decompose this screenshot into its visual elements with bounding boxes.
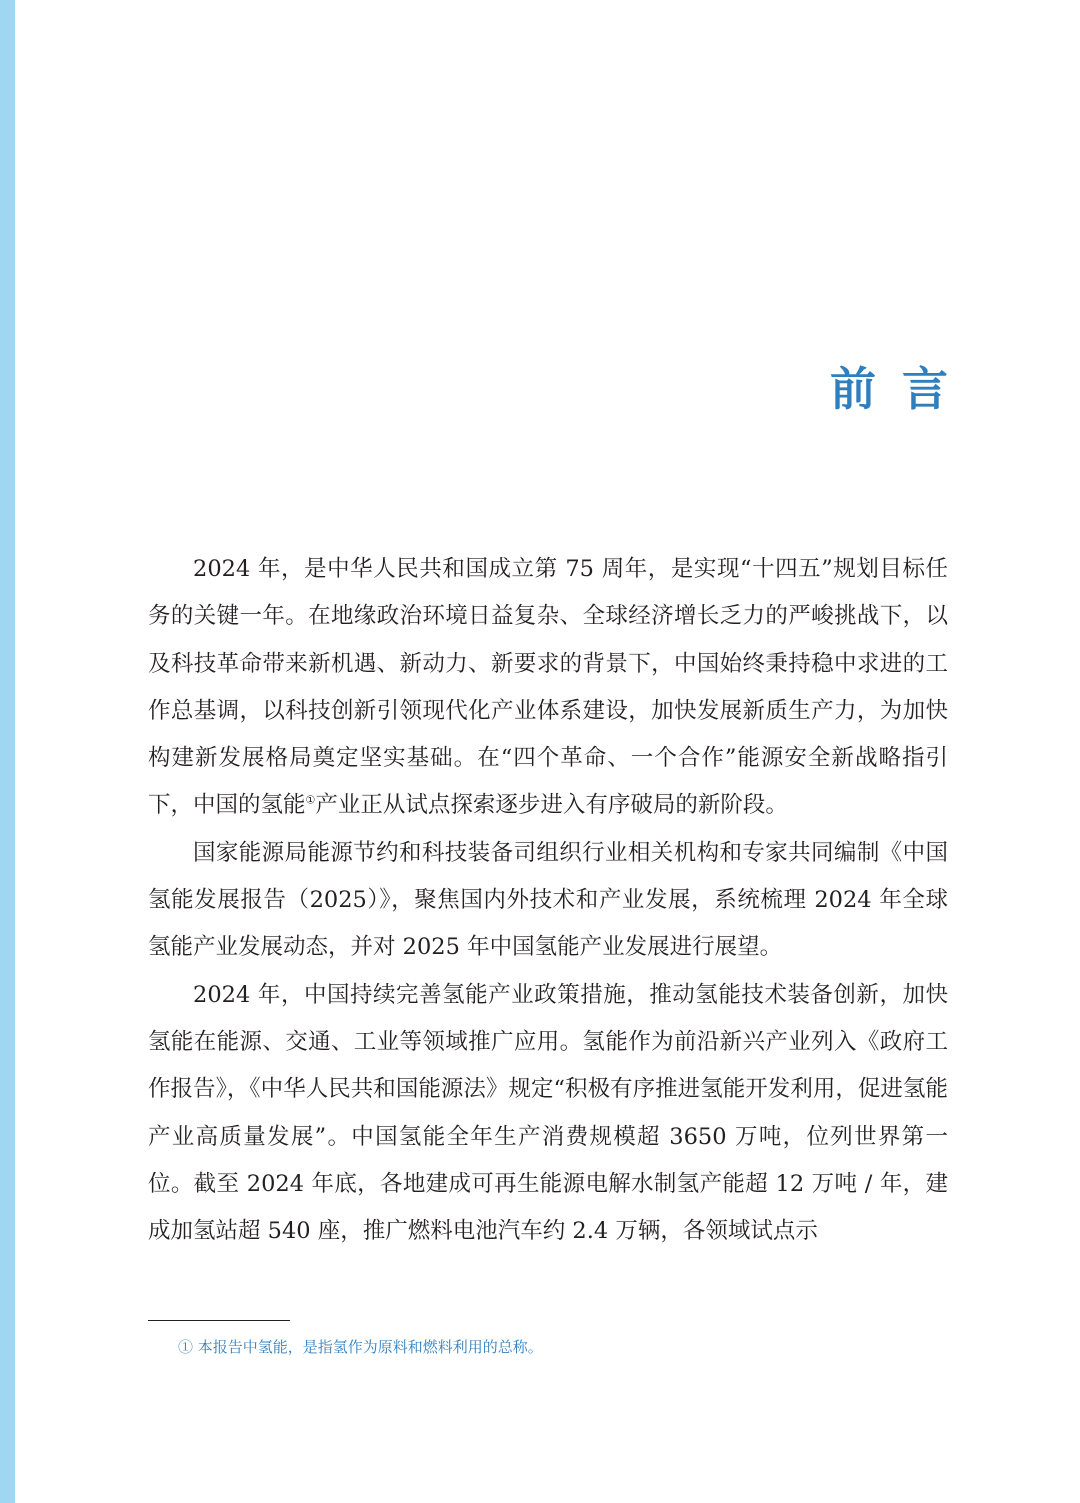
paragraph-1: [148, 546, 948, 830]
footnote-reference[interactable]: ①: [305, 793, 316, 807]
footnote-divider: [148, 1320, 290, 1321]
paragraph-1-text-before: 2024 年，是中华人民共和国成立第 75 周年，是实现“十四五”规划目标任务的关键一年。在地缘政治环境日益复杂、全球经济增长乏力的严峻挑战下，以及科技革命带来新机遇、新动力、新要求的背景下，中国始终秉持稳中求进的工作总基调，以科技创新引领现代化产业体系建设，加快发展新质生产力，为加快构建新发展格局奠定坚实基础。在“四个革命、一个合作”能源安全新战略指引下，中国的氢能: [148, 556, 948, 819]
body-text: [148, 546, 948, 1255]
footnote: ① 本报告中氢能，是指氢作为原料和燃料利用的总称。: [178, 1338, 543, 1356]
page-title: 前言: [830, 362, 974, 416]
side-color-band: [0, 0, 15, 1503]
paragraph-3: 2024 年，中国持续完善氢能产业政策措施，推动氢能技术装备创新，加快氢能在能源、交通、工业等领域推广应用。氢能作为前沿新兴产业列入《政府工作报告》，《中华人民共和国能源法》规定“积极有序推进氢能开发利用，促进氢能产业高质量发展”。中国氢能全年生产消费规模超 3650 万吨，位列世界第一位。截至 2024 年底，各地建成可再生能源电解水制氢产能超 12 万吨 / 年，建成加氢站超 540 座，推广燃料电池汽车约 2.4 万辆，各领域试点示: [148, 981, 948, 1245]
paragraph-1-text-after: 产业正从试点探索逐步进入有序破局的新阶段。: [315, 792, 788, 819]
paragraph-2: 国家能源局能源节约和科技装备司组织行业相关机构和专家共同编制《中国氢能发展报告（2025）》，聚焦国内外技术和产业发展，系统梳理 2024 年全球氢能产业发展动态，并对 2025 年中国氢能产业发展进行展望。: [148, 839, 948, 961]
